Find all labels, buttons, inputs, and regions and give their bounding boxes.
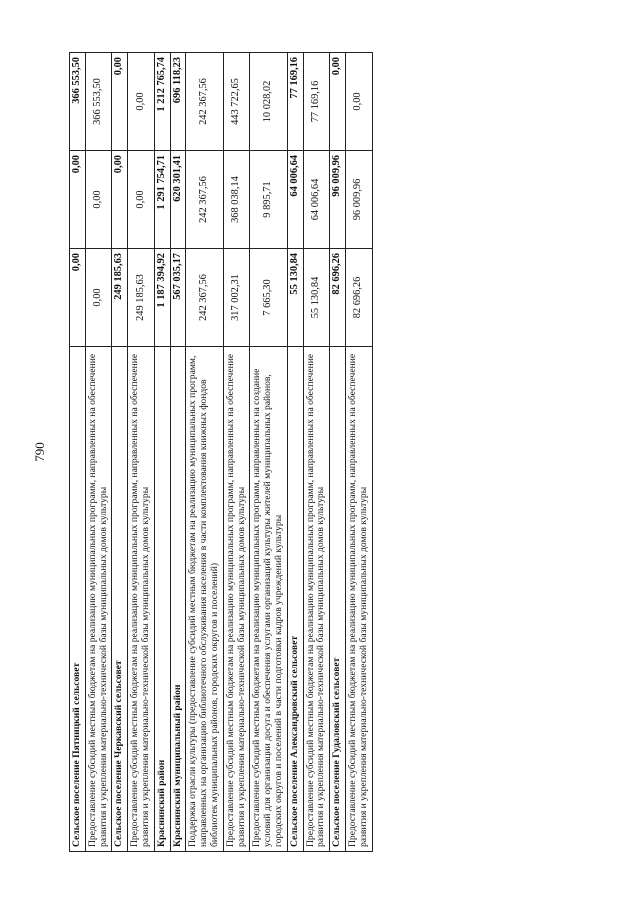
amount-year-1: 1 187 394,92: [154, 249, 170, 347]
amount-year-3: 0,00: [128, 53, 155, 151]
row-description: Сельское поселение Александровский сельсовет: [287, 347, 303, 852]
row-description: Предоставление субсидий местным бюджетам на реализацию муниципальных программ, направленных на обеспечение развития и укрепления материально-технической базы муниципальных домов культуры: [85, 347, 112, 852]
amount-year-2: 0,00: [70, 151, 86, 249]
amount-year-2: 1 291 754,71: [154, 151, 170, 249]
row-description: Сельское поселение Черкавский сельсовет: [112, 347, 128, 852]
amount-year-1: 242 367,56: [186, 249, 223, 347]
page-number: 790: [32, 442, 47, 462]
budget-table-body: [70, 53, 373, 852]
amount-year-3: 10 028,02: [250, 53, 287, 151]
amount-year-1: 82 696,26: [345, 249, 372, 347]
amount-year-2: 0,00: [112, 151, 128, 249]
section-row: [330, 53, 346, 852]
table-row: [85, 53, 112, 852]
amount-year-2: 620 301,41: [170, 151, 186, 249]
row-description: Поддержка отрасли культуры (предоставление субсидий местным бюджетам на реализацию муниципальных программ, направленных на организацию библиотечного обслуживания населения в части комплектования книжных фондов библиотек муниципальных районов, городских округов и поселений): [186, 347, 223, 852]
table-row: [345, 53, 372, 852]
amount-year-2: 0,00: [85, 151, 112, 249]
amount-year-3: 242 367,56: [186, 53, 223, 151]
amount-year-3: 1 212 765,74: [154, 53, 170, 151]
row-description: Предоставление субсидий местным бюджетам на реализацию муниципальных программ, направленных на обеспечение развития и укрепления материально-технической базы муниципальных домов культуры: [303, 347, 330, 852]
table-row: [303, 53, 330, 852]
amount-year-1: 0,00: [85, 249, 112, 347]
row-description: Сельское поселение Пятницкий сельсовет: [70, 347, 86, 852]
amount-year-1: 249 185,63: [128, 249, 155, 347]
row-description: Сельское поселение Гудаловский сельсовет: [330, 347, 346, 852]
amount-year-3: 366 553,50: [85, 53, 112, 151]
amount-year-2: 96 009,96: [345, 151, 372, 249]
amount-year-2: 96 009,96: [330, 151, 346, 249]
rotated-page-content: [69, 52, 597, 852]
amount-year-3: 443 722,65: [223, 53, 250, 151]
row-description: Предоставление субсидий местным бюджетам на реализацию муниципальных программ, направленных на обеспечение развития и укрепления материально-технической базы муниципальных домов культуры: [345, 347, 372, 852]
amount-year-2: 64 006,64: [287, 151, 303, 249]
amount-year-2: 64 006,64: [303, 151, 330, 249]
table-row: [223, 53, 250, 852]
amount-year-3: 696 118,23: [170, 53, 186, 151]
section-row: [70, 53, 86, 852]
amount-year-1: 317 002,31: [223, 249, 250, 347]
amount-year-3: 0,00: [330, 53, 346, 151]
budget-table: [69, 52, 373, 852]
section-row: [287, 53, 303, 852]
table-row: [128, 53, 155, 852]
table-row: [250, 53, 287, 852]
amount-year-3: 77 169,16: [287, 53, 303, 151]
amount-year-1: 567 035,17: [170, 249, 186, 347]
amount-year-1: 55 130,84: [303, 249, 330, 347]
amount-year-2: 368 038,14: [223, 151, 250, 249]
table-row: [186, 53, 223, 852]
amount-year-3: 0,00: [345, 53, 372, 151]
row-description: Краснинский район: [154, 347, 170, 852]
row-description: Предоставление субсидий местным бюджетам на реализацию муниципальных программ, направленных на обеспечение развития и укрепления материально-технической базы муниципальных домов культуры: [128, 347, 155, 852]
amount-year-2: 9 895,71: [250, 151, 287, 249]
amount-year-3: 0,00: [112, 53, 128, 151]
row-description: Предоставление субсидий местным бюджетам на реализацию муниципальных программ, направленных на создание условий для организации досуга и обеспечения услугами организаций культуры жителей муниципальных районов, городских округов и поселений в части подготовки кадров учреждений культуры: [250, 347, 287, 852]
amount-year-2: 0,00: [128, 151, 155, 249]
section-row: [154, 53, 170, 852]
amount-year-3: 77 169,16: [303, 53, 330, 151]
amount-year-1: 82 696,26: [330, 249, 346, 347]
amount-year-3: 366 553,50: [70, 53, 86, 151]
amount-year-1: 0,00: [70, 249, 86, 347]
row-description: Краснинский муниципальный район: [170, 347, 186, 852]
amount-year-2: 242 367,56: [186, 151, 223, 249]
amount-year-1: 55 130,84: [287, 249, 303, 347]
amount-year-1: 249 185,63: [112, 249, 128, 347]
section-row: [170, 53, 186, 852]
section-row: [112, 53, 128, 852]
row-description: Предоставление субсидий местным бюджетам на реализацию муниципальных программ, направленных на обеспечение развития и укрепления материально-технической базы муниципальных домов культуры: [223, 347, 250, 852]
amount-year-1: 7 665,30: [250, 249, 287, 347]
